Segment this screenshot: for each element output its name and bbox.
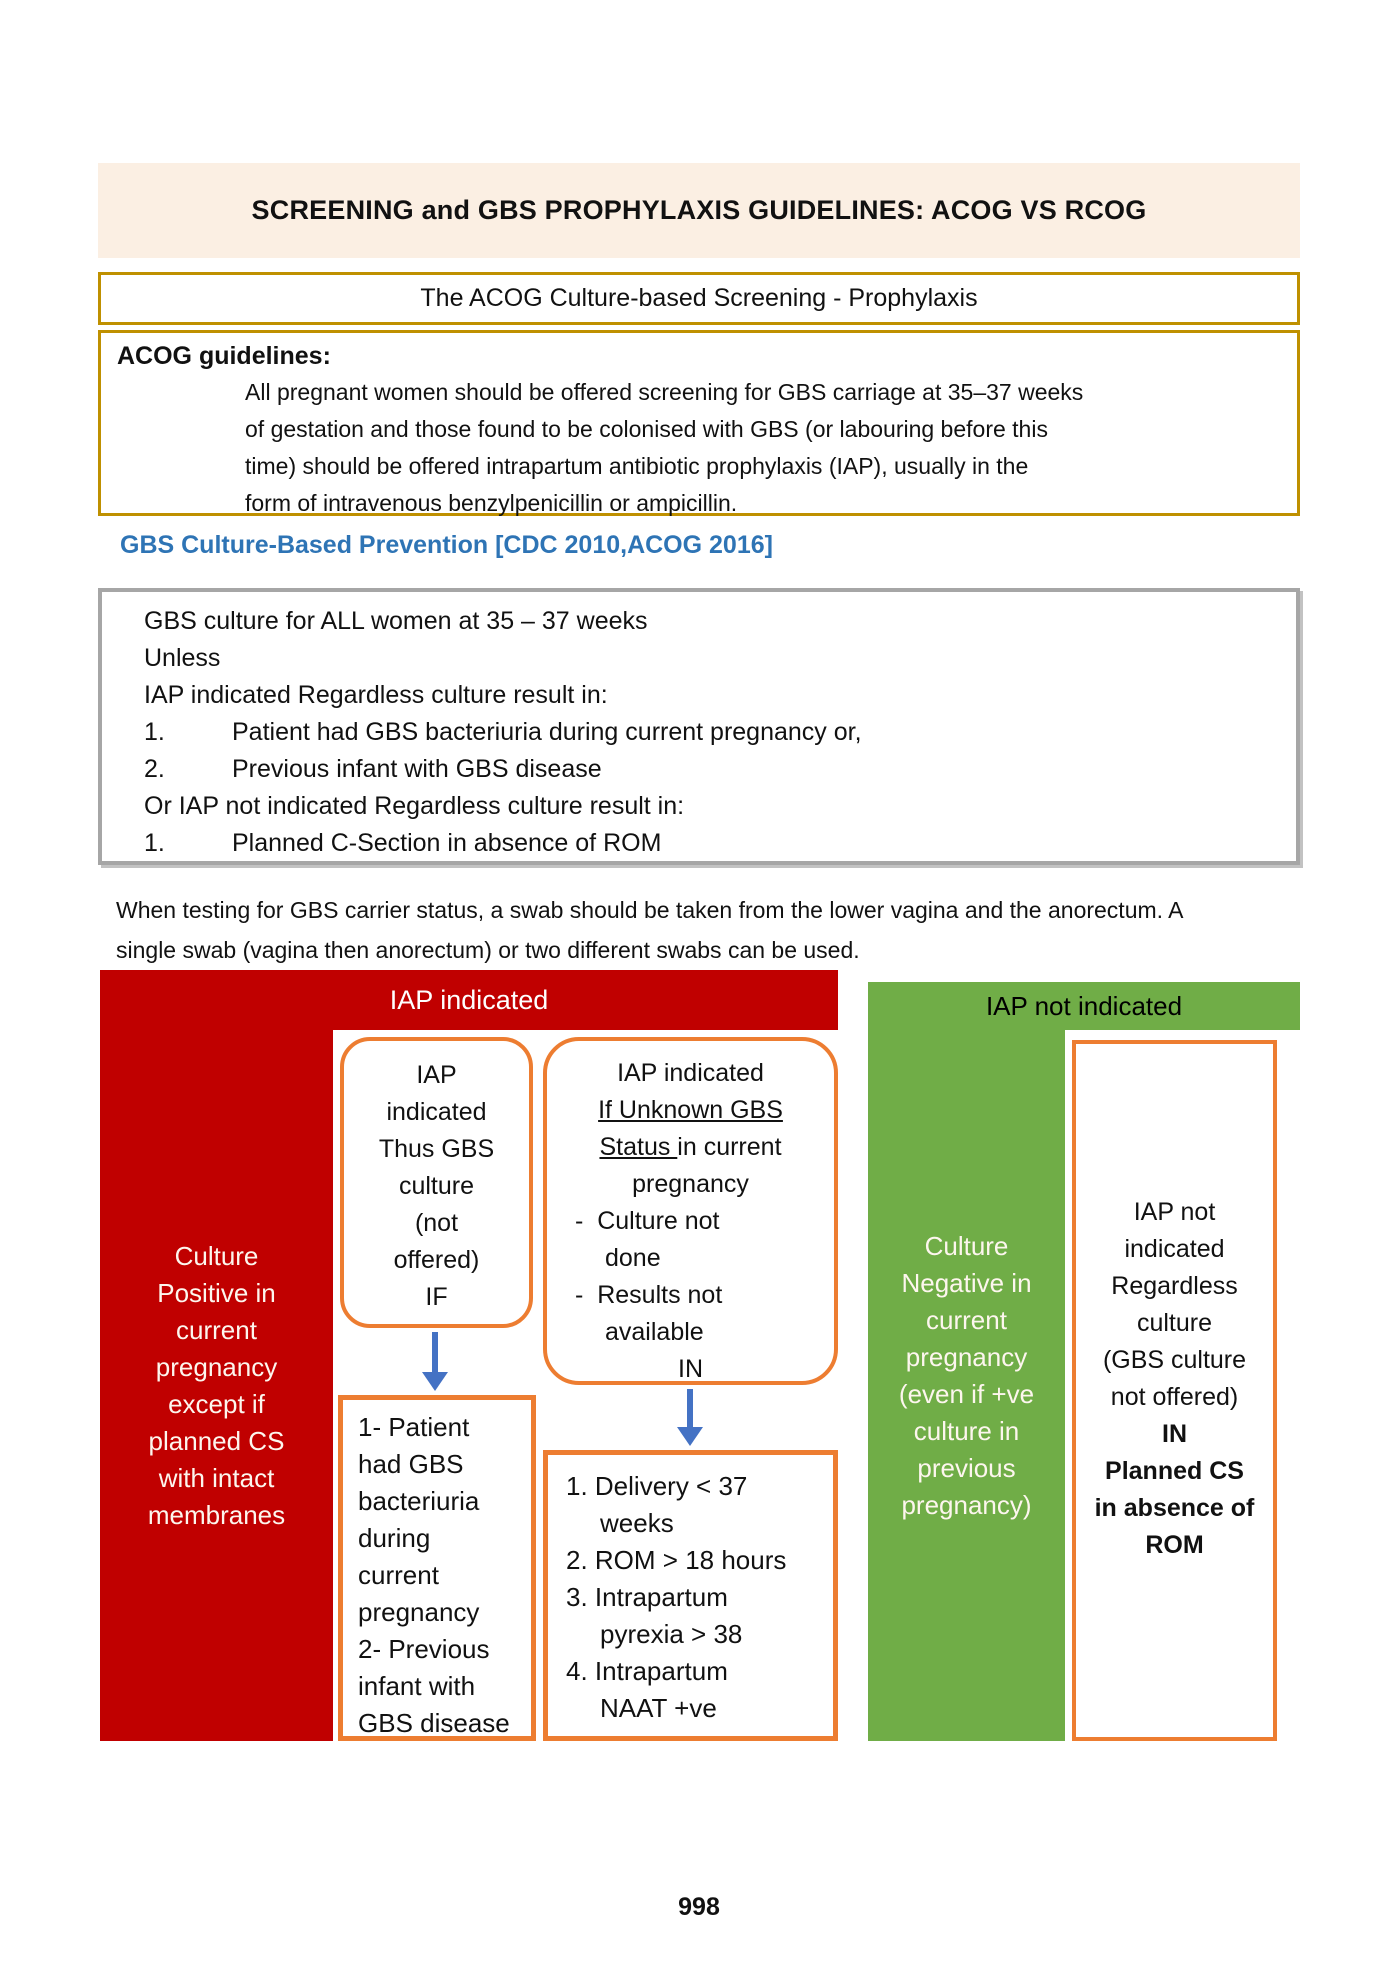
iap-indicated-banner	[100, 970, 838, 1030]
culture-negative-text: Culture Negative in current pregnancy (even if +ve culture in previous pregnancy)	[898, 1231, 1035, 1520]
iap-not-indicated-banner-label: IAP not indicated	[985, 990, 1183, 1021]
acog-guidelines-box	[98, 330, 1300, 516]
arrow-down-head-icon	[677, 1427, 703, 1446]
culture-negative-column	[868, 982, 1065, 1741]
title-banner	[98, 163, 1300, 258]
acog-guidelines-label: ACOG guidelines:	[117, 342, 331, 370]
bacteriuria-criteria-box: 1- Patient had GBS bacteriuria during current pregnancy 2- Previous infant with GBS disease	[338, 1395, 536, 1741]
iap-not-indicated-banner	[868, 982, 1300, 1030]
page-title: SCREENING and GBS PROPHYLAXIS GUIDELINES: ACOG VS RCOG	[251, 195, 1147, 225]
iap-flowchart	[98, 968, 1300, 1747]
acog-screening-header-box	[98, 272, 1300, 325]
planned-cs-box: IAP not indicated Regardless culture (GBS culture not offered) IN Planned CS in absence of ROM	[1072, 1040, 1277, 1741]
arrow-down-head-icon	[422, 1372, 448, 1391]
acog-guidelines-text: All pregnant women should be offered screening for GBS carriage at 35–37 weeks of gestation and those found to be colonised with GBS (or labouring before this time) should be offered intrapartum antibiotic prophylaxis (IAP), usually in the form of intravenous benzylpenicillin or ampicillin.	[245, 379, 1084, 516]
culture-positive-column	[100, 970, 333, 1741]
swab-note: When testing for GBS carrier status, a swab should be taken from the lower vagina and the anorectum. A single swab (vagina then anorectum) or two different swabs can be used.	[116, 897, 1184, 963]
culture-positive-text: Culture Positive in current pregnancy except if planned CS with intact membranes	[147, 1241, 286, 1530]
arrow-down-icon	[687, 1389, 693, 1431]
arrow-down-icon	[432, 1332, 438, 1376]
prevention-heading: GBS Culture-Based Prevention [CDC 2010,ACOG 2016]	[120, 531, 773, 559]
unknown-gbs-status-box: IAP indicated If Unknown GBS Status in current pregnancy - Culture not done - Results not available IN	[543, 1037, 838, 1385]
intrapartum-criteria-box: 1. Delivery < 37 weeks 2. ROM > 18 hours 3. Intrapartum pyrexia > 38 4. Intrapartum NAAT +ve	[543, 1450, 838, 1741]
iap-indicated-banner-label: IAP indicated	[389, 984, 549, 1015]
page-number: 998	[678, 1893, 720, 1921]
gbs-culture-not-offered-box: IAP indicated Thus GBS culture (not offered) IF	[340, 1037, 533, 1328]
prevention-criteria-box: GBS culture for ALL women at 35 – 37 weeks Unless IAP indicated Regardless culture result in: 1. Patient had GBS bacteriuria during current pregnancy or, 2. Previous infant with GBS disease Or IAP not indicated Regardless culture result in: 1. Planned C-Section in absence of ROM	[98, 588, 1300, 865]
acog-screening-header: The ACOG Culture-based Screening - Prophylaxis	[420, 284, 978, 312]
